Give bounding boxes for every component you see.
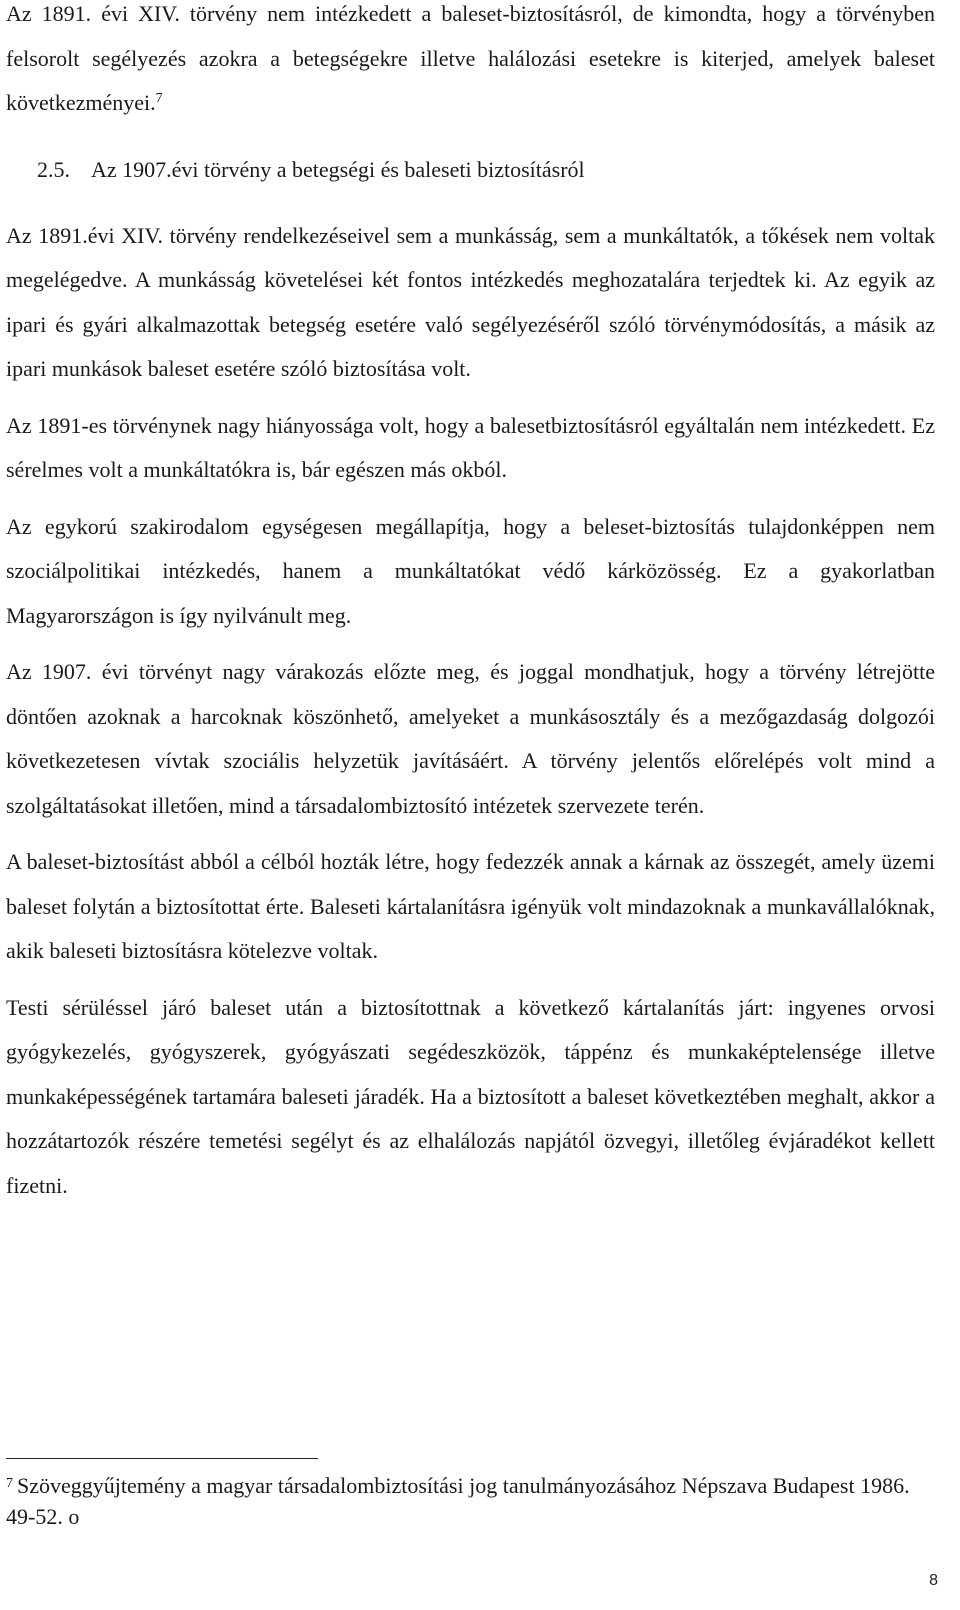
body-paragraph: Az 1891.évi XIV. törvény rendelkezéseivel sem a munkásság, sem a munkáltatók, a tőkések nem voltak megelégedve. A munkásság követelései két fontos intézkedés meghozatalára terjedtek ki. Az egyik az ipari és gyári alkalmazottak betegség esetére való segélyezéséről szóló törvénymódosítás, a másik az ipari munkások baleset esetére szóló biztosítása volt. (6, 222, 935, 381)
footnote-mark: 7 (6, 1476, 13, 1491)
page-number: 8 (929, 1572, 938, 1589)
footnote-reference[interactable]: 7 (155, 91, 163, 106)
body-paragraph: Az 1907. évi törvényt nagy várakozás előzte meg, és joggal mondhatjuk, hogy a törvény létrejötte döntően azoknak a harcoknak köszönhető, amelyeket a munkásosztály és a mezőgazdaság dolgozói következetesen vívtak szociális helyzetük javításáért. A törvény jelentős előrelépés volt mind a szolgáltatásokat illetően, mind a társadalombiztosító intézetek szervezete terén. (6, 659, 935, 818)
body-paragraph: Az egykorú szakirodalom egységesen megállapítja, hogy a beleset-biztosítás tulajdonképpen nem szociálpolitikai intézkedés, hanem a munkáltatókat védő kárközösség. Ez a gyakorlatban Magyarországon is így nyilvánult meg. (6, 513, 935, 628)
intro-paragraph-text: Az 1891. évi XIV. törvény nem intézkedett a baleset-biztosításról, de kimondta, hogy a törvényben felsorolt segélyezés azokra a betegségekre illetve halálozási esetekre is kiterjed, amelyek baleset következményei. (6, 1, 935, 115)
intro-paragraph (6, 0, 935, 126)
footnote (6, 1470, 935, 1532)
document-page (6, 0, 935, 1208)
section-heading (37, 148, 935, 192)
body-paragraph: Az 1891-es törvénynek nagy hiányossága volt, hogy a balesetbiztosításról egyáltalán nem intézkedett. Ez sérelmes volt a munkáltatókra is, bár egészen más okból. (6, 412, 935, 482)
body-paragraph: A baleset-biztosítást abból a célból hozták létre, hogy fedezzék annak a kárnak az összegét, amely üzemi baleset folytán a biztosítottat érte. Baleseti kártalanításra igényük volt mindazoknak a munkavállalóknak, akik baleseti biztosításra kötelezve voltak. (6, 849, 935, 963)
section-number: 2.5. (37, 156, 70, 182)
body-paragraph: Testi sérüléssel járó baleset után a biztosítottnak a következő kártalanítás járt: ingyenes orvosi gyógykezelés, gyógyszerek, gyógyászati segédeszközök, táppénz és munkaképtelensége illetve munkaképességének tartamára baleseti járadék. Ha a biztosított a baleset következtében meghalt, akkor a hozzátartozók részére temetési segélyt és az elhalálozás napjától özvegyi, illetőleg évjáradékot kellett fizetni. (6, 994, 935, 1198)
footnote-separator (6, 1458, 318, 1459)
section-title: Az 1907.évi törvény a betegségi és baleseti biztosításról (91, 156, 585, 182)
footnote-text: Szöveggyűjtemény a magyar társadalombiztosítási jog tanulmányozásához Népszava Budapest 1986. 49-52. o (6, 1473, 910, 1529)
